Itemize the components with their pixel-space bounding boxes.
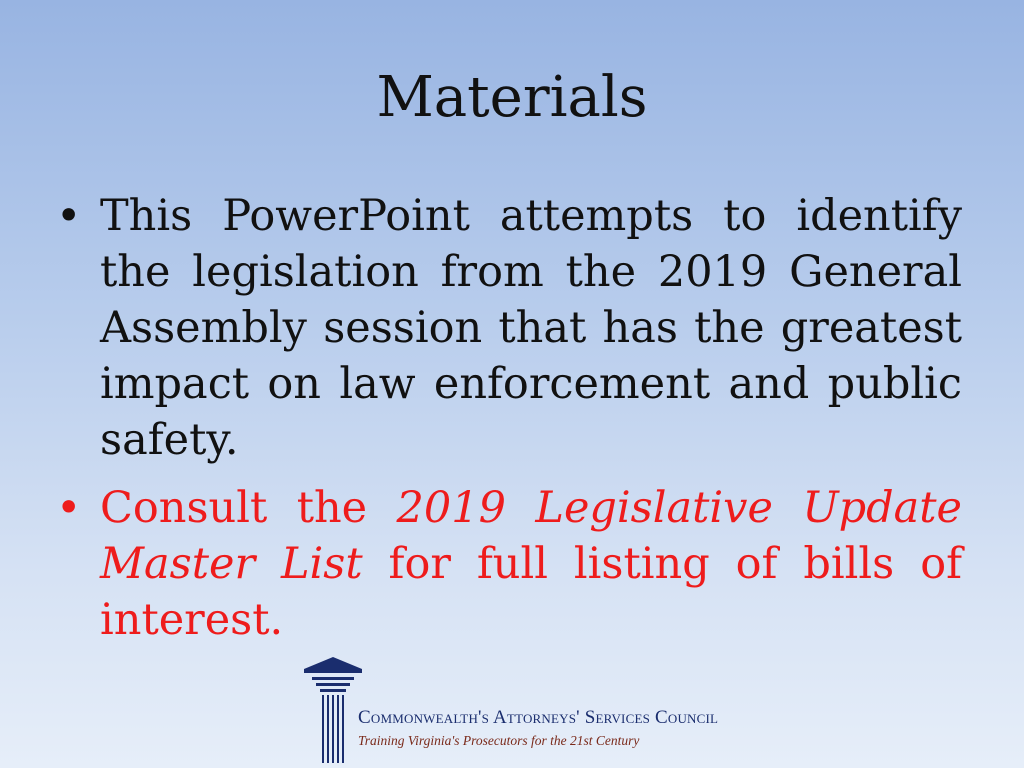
document-title-reference: 2019 Legislative Update Master List <box>100 483 962 589</box>
bullet-item <box>56 480 962 648</box>
bullet-list <box>56 188 962 660</box>
bullet-text: This PowerPoint attempts to identify the legislation from the 2019 General Assembly session that has the greatest impact on law enforcement and public safety. <box>100 191 962 465</box>
bullet-icon: • <box>56 483 82 533</box>
bullet-icon: • <box>56 191 82 241</box>
capitol-column-icon <box>300 655 366 765</box>
slide-title: Materials <box>376 65 648 130</box>
footer-logo <box>300 655 730 765</box>
organization-name: Commonwealth's Attorneys' Services Council <box>358 707 719 728</box>
bullet-text-prefix: Consult the <box>100 483 397 533</box>
bullet-text-suffix: for full listing of bills of interest. <box>100 539 962 645</box>
organization-tagline: Training Virginia's Prosecutors for the 21st Century <box>358 733 640 748</box>
bullet-item <box>56 188 962 468</box>
